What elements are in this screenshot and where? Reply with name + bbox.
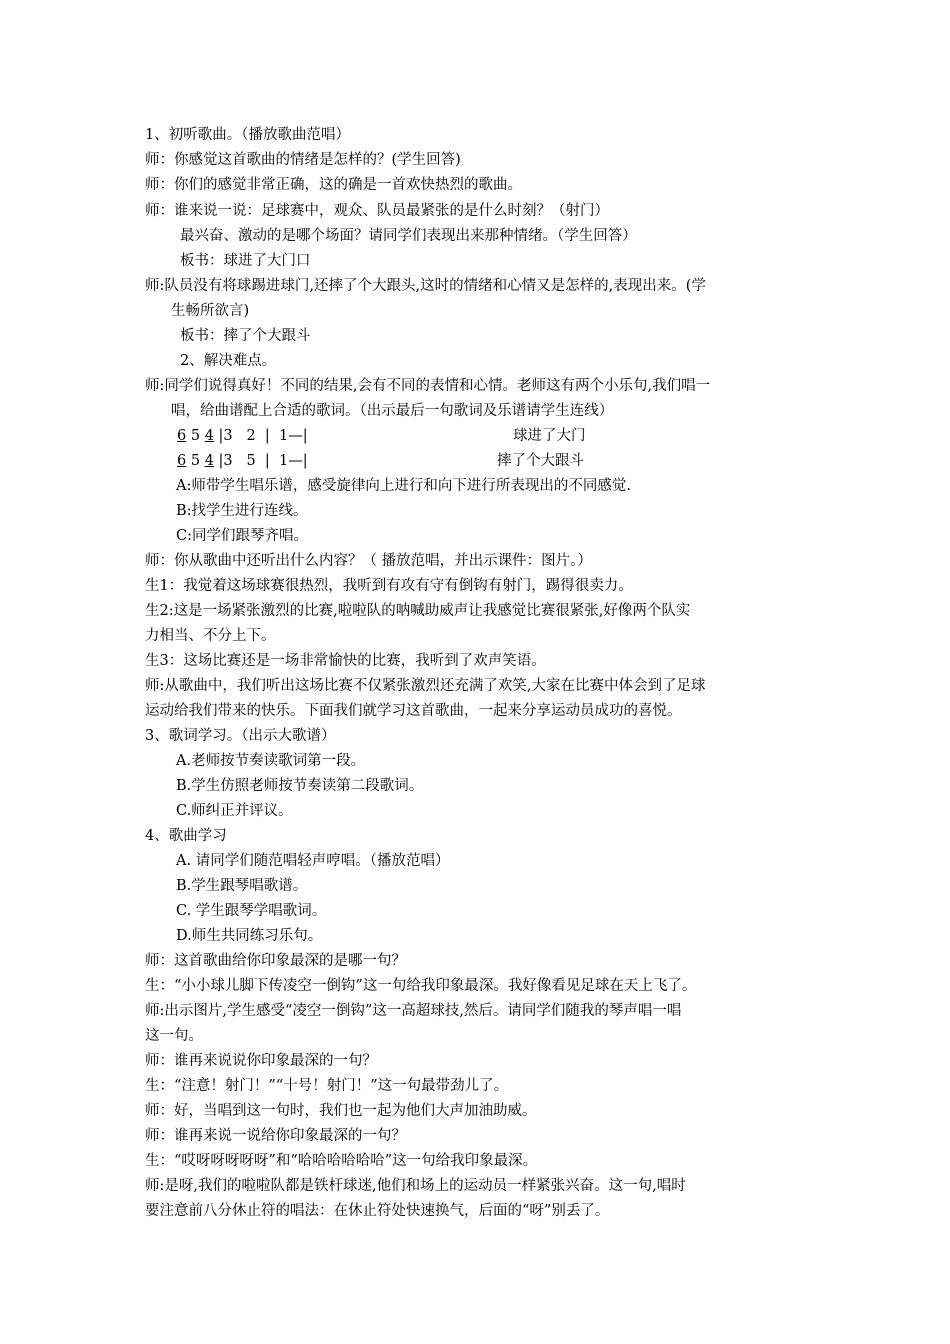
section-heading: 1、初听歌曲。（播放歌曲范唱） — [145, 127, 350, 143]
list-item: A. 请同学们随范唱轻声哼唱。（播放范唱） — [176, 853, 450, 869]
text-line: 运动给我们带来的快乐。下面我们就学习这首歌曲，一起来分享运动员成功的喜悦。 — [145, 703, 682, 719]
note: 4 — [204, 453, 214, 469]
list-item: D.师生共同练习乐句。 — [176, 928, 323, 944]
text-line: 师：你们的感觉非常正确，这的确是一首欢快热烈的歌曲。 — [145, 177, 522, 193]
text-line: 师:是呀,我们的啦啦队都是铁杆球迷,他们和场上的运动员一样紧张兴奋。这一句,唱时 — [145, 1178, 686, 1194]
list-item: A:师带学生唱乐谱，感受旋律向上进行和向下进行所表现出的不同感觉. — [176, 478, 631, 494]
note: 6 — [177, 453, 187, 469]
list-item: B.学生仿照老师按节奏读第二段歌词。 — [176, 778, 424, 794]
text-line: 师：你感觉这首歌曲的情绪是怎样的？(学生回答) — [145, 152, 461, 168]
note: 6 — [177, 428, 187, 444]
text-line: 生：“哎呀呀呀呀呀”和“哈哈哈哈哈哈”这一句给我印象最深。 — [145, 1153, 538, 1169]
notation-rest: |3 2 | 1—| — [213, 428, 308, 444]
text-line: 师：谁来说一说：足球赛中，观众、队员最紧张的是什么时刻？（射门） — [145, 203, 609, 219]
text-line: 生3：这场比赛还是一场非常愉快的比赛，我听到了欢声笑语。 — [145, 653, 546, 669]
text-line: 要注意前八分休止符的唱法：在休止符处快速换气，后面的“呀”别丢了。 — [145, 1203, 610, 1219]
music-notation-line — [177, 449, 308, 473]
lyric-option: 摔了个大跟斗 — [497, 453, 584, 469]
list-item: C. 学生跟琴学唱歌词。 — [176, 903, 327, 919]
board-note: 板书：球进了大门口 — [180, 253, 311, 269]
list-item: B:找学生进行连线。 — [176, 503, 308, 519]
text-line: 生1：我觉着这场球赛很热烈，我听到有攻有守有倒钩有射门，踢得很卖力。 — [145, 578, 633, 594]
text-line: 最兴奋、激动的是哪个场面？请同学们表现出来那种情绪。（学生回答） — [180, 228, 637, 244]
section-heading: 4、歌曲学习 — [145, 828, 227, 844]
section-heading: 3、歌词学习。（出示大歌谱） — [145, 728, 336, 744]
note: 5 — [190, 453, 201, 469]
list-item: B.学生跟琴唱歌谱。 — [176, 878, 308, 894]
text-line: 唱，给曲谱配上合适的歌词。（出示最后一句歌词及乐谱请学生连线） — [171, 403, 614, 419]
text-line: 师：这首歌曲给你印象最深的是哪一句？ — [145, 953, 406, 969]
list-item: A.老师按节奏读歌词第一段。 — [176, 753, 366, 769]
text-line: 师:出示图片,学生感受“凌空一倒钩”这一高超球技,然后。请同学们随我的琴声唱一唱 — [145, 1003, 682, 1019]
music-notation-line — [177, 424, 308, 448]
notation-rest: |3 5 | 1—| — [213, 453, 308, 469]
text-line: 生：“小小球儿脚下传凌空一倒钩”这一句给我印象最深。我好像看见足球在天上飞了。 — [145, 978, 697, 994]
text-line: 师:从歌曲中，我们听出这场比赛不仅紧张激烈还充满了欢笑,大家在比赛中体会到了足球 — [145, 678, 706, 694]
note: 5 — [190, 428, 201, 444]
text-line: 师:队员没有将球踢进球门,还摔了个大跟头,这时的情绪和心情又是怎样的,表现出来。(学 — [145, 278, 706, 294]
text-line: 生畅所欲言) — [171, 303, 250, 319]
text-line: 这一句。 — [145, 1028, 203, 1044]
text-line: 力相当、不分上下。 — [145, 628, 276, 644]
list-item: C:同学们跟琴齐唱。 — [176, 528, 308, 544]
note: 4 — [204, 428, 214, 444]
board-note: 板书：摔了个大跟斗 — [180, 328, 311, 344]
text-line: 生2:这是一场紧张激烈的比赛,啦啦队的呐喊助威声让我感觉比赛很紧张,好像两个队实 — [145, 603, 691, 619]
list-item: C.师纠正并评议。 — [176, 803, 293, 819]
lyric-option: 球进了大门 — [513, 428, 586, 444]
text-line: 师：你从歌曲中还听出什么内容？（ 播放范唱，并出示课件：图片。） — [145, 553, 592, 569]
text-line: 生：“注意！射门！”“十号！射门！”这一句最带劲儿了。 — [145, 1078, 509, 1094]
section-heading: 2、解决难点。 — [180, 353, 277, 369]
text-line: 师：谁再来说说你印象最深的一句？ — [145, 1053, 377, 1069]
text-line: 师：谁再来说一说给你印象最深的一句？ — [145, 1128, 406, 1144]
text-line: 师：好，当唱到这一句时，我们也一起为他们大声加油助威。 — [145, 1103, 537, 1119]
text-line: 师:同学们说得真好！不同的结果,会有不同的表情和心情。老师这有两个小乐句,我们唱一 — [145, 378, 711, 394]
